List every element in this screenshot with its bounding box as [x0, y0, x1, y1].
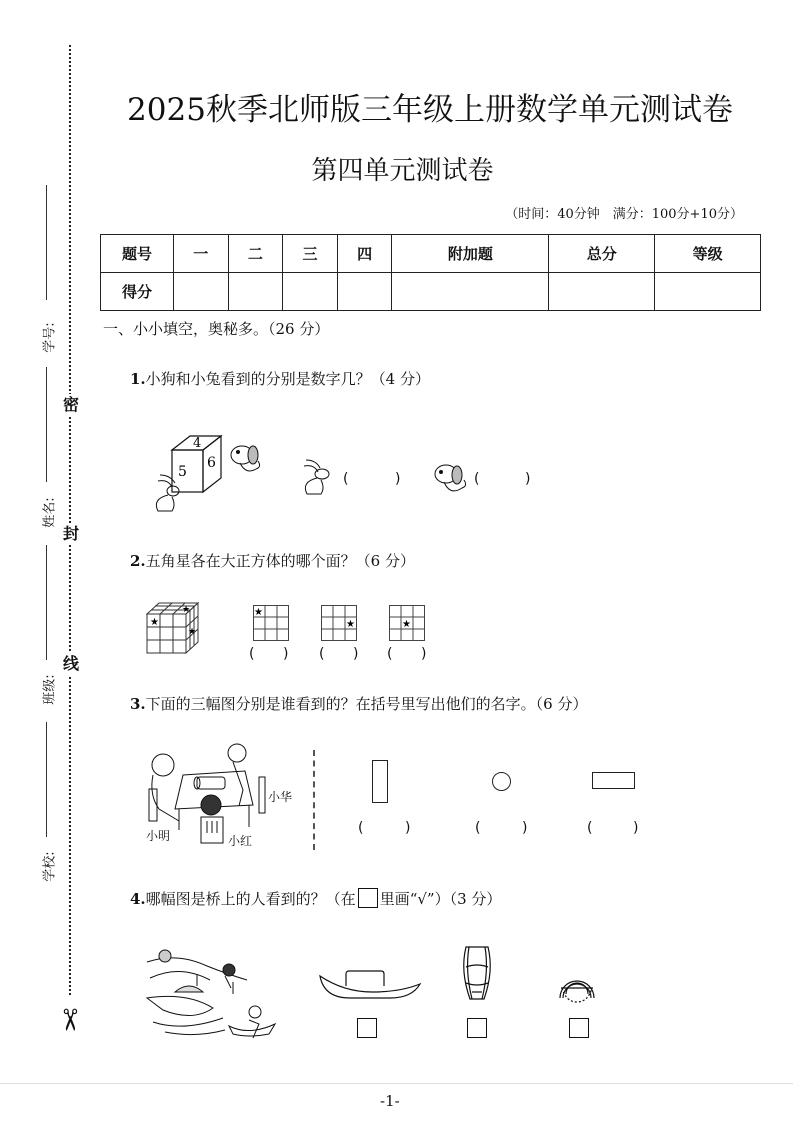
grid-1-answer-field[interactable]	[258, 646, 282, 664]
name-label-xiaohong: 小红	[228, 834, 253, 848]
seal-char-feng: 封	[60, 523, 82, 545]
question-number: 2.	[130, 552, 146, 570]
column-header: 附加题	[392, 235, 549, 273]
answer-paren-close: )	[405, 820, 411, 836]
score-table-header-row	[101, 235, 761, 273]
column-header: 一	[174, 235, 229, 273]
question-1	[130, 368, 430, 389]
grid-3-answer-field[interactable]	[396, 646, 420, 664]
answer-paren-open: (	[358, 820, 364, 836]
answer-paren-close: )	[633, 820, 639, 836]
question-number: 3.	[130, 695, 146, 713]
answer-paren-open: (	[474, 471, 480, 487]
dog-icon	[231, 446, 260, 471]
page-number: -1-	[380, 1092, 400, 1110]
name-label-xiaohua: 小华	[268, 790, 293, 804]
answer-paren-open: (	[319, 646, 325, 662]
answer-paren-open: (	[249, 646, 255, 662]
grid-2-answer-field[interactable]	[328, 646, 352, 664]
front-view-boat	[556, 970, 598, 1004]
score-table	[100, 234, 761, 311]
score-cell[interactable]	[174, 273, 229, 311]
scissors-icon: ✂	[51, 1007, 87, 1033]
score-cell[interactable]	[392, 273, 549, 311]
answer-paren-close: )	[525, 471, 531, 487]
column-header: 二	[228, 235, 283, 273]
face-grid	[321, 605, 357, 641]
question-number: 4.	[130, 890, 146, 908]
rabbit-icon	[300, 456, 340, 498]
option-checkbox-front-view[interactable]	[569, 1018, 589, 1038]
row-header: 题号	[101, 235, 174, 273]
face-grid	[389, 605, 425, 641]
cube-top-number: 4	[193, 436, 202, 451]
question-text: 里画“√”）（3 分）	[379, 890, 502, 908]
footer-divider	[0, 1083, 793, 1084]
page-title: 2025秋季北师版三年级上册数学单元测试卷	[127, 92, 733, 128]
question-text: 下面的三幅图分别是谁看到的？在括号里写出他们的名字。（6 分）	[145, 695, 588, 713]
student-name-line	[46, 367, 47, 482]
score-cell[interactable]	[337, 273, 392, 311]
cube-with-animals-illustration	[140, 425, 280, 515]
student-name-label: 姓名:	[42, 497, 58, 528]
school-label: 学校:	[42, 851, 58, 882]
column-header: 四	[337, 235, 392, 273]
answer-paren-open: (	[475, 820, 481, 836]
answer-paren-open: (	[387, 646, 393, 662]
question-4	[130, 888, 501, 909]
option-checkbox-side-view[interactable]	[357, 1018, 377, 1038]
question-text: 小狗和小兔看到的分别是数字几？（4 分）	[145, 370, 430, 388]
seal-char-xian: 线	[60, 653, 82, 675]
answer-paren-close: )	[522, 820, 528, 836]
column-header: 等级	[655, 235, 761, 273]
score-table-score-row	[101, 273, 761, 311]
class-label: 班级:	[42, 674, 58, 705]
question-text: 哪幅图是桥上的人看到的？（在	[145, 890, 356, 908]
star-icon: ★	[182, 605, 191, 615]
cube-front-number: 5	[178, 464, 187, 480]
shape-2-answer-field[interactable]	[485, 820, 519, 838]
score-cell[interactable]	[655, 273, 761, 311]
cube-right-number: 6	[207, 455, 216, 471]
answer-paren-close: )	[421, 646, 427, 662]
rabbit-icon	[156, 475, 179, 511]
question-3	[130, 693, 588, 714]
section-title: 一、小小填空，奥秘多。（26 分）	[103, 320, 330, 338]
circle-shape	[492, 772, 511, 791]
row-header: 得分	[101, 273, 174, 311]
class-line	[46, 545, 47, 660]
face-grid	[253, 605, 289, 641]
top-view-boat	[460, 945, 494, 1003]
star-icon: ★	[150, 617, 159, 628]
score-cell[interactable]	[549, 273, 655, 311]
school-line	[46, 722, 47, 837]
score-cell[interactable]	[283, 273, 338, 311]
exam-meta: （时间：40分钟 满分：100分+10分）	[505, 207, 743, 222]
page-subtitle: 第四单元测试卷	[311, 156, 494, 186]
seal-char-mi: 密	[60, 394, 82, 416]
side-view-boat	[318, 970, 422, 1000]
shape-1-answer-field[interactable]	[368, 820, 402, 838]
question-number: 1.	[130, 370, 146, 388]
tall-rectangle-shape	[372, 760, 388, 803]
cut-line	[69, 45, 71, 995]
big-cube-illustration	[146, 602, 206, 656]
river-bridge-illustration	[145, 950, 280, 1040]
name-label-xiaoming: 小明	[146, 829, 171, 843]
column-header: 总分	[549, 235, 655, 273]
column-header: 三	[283, 235, 338, 273]
star-icon: ★	[346, 619, 355, 630]
rabbit-answer-field[interactable]	[352, 471, 392, 489]
student-id-label: 学号:	[42, 322, 58, 353]
student-id-line	[46, 185, 47, 300]
answer-paren-open: (	[343, 471, 349, 487]
question-text: 五角星各在大正方体的哪个面？（6 分）	[145, 552, 415, 570]
dog-icon	[432, 462, 472, 498]
star-icon: ★	[402, 619, 411, 630]
option-checkbox-top-view[interactable]	[467, 1018, 487, 1038]
divider	[313, 750, 315, 850]
shape-3-answer-field[interactable]	[597, 820, 631, 838]
dog-answer-field[interactable]	[483, 471, 523, 489]
star-icon: ★	[254, 607, 263, 618]
wide-rectangle-shape	[592, 772, 635, 789]
answer-paren-open: (	[587, 820, 593, 836]
score-cell[interactable]	[228, 273, 283, 311]
question-2	[130, 550, 415, 571]
answer-paren-close: )	[353, 646, 359, 662]
answer-paren-close: )	[395, 471, 401, 487]
answer-paren-close: )	[283, 646, 289, 662]
checkbox-example-icon	[358, 888, 378, 908]
star-icon: ★	[188, 627, 197, 637]
